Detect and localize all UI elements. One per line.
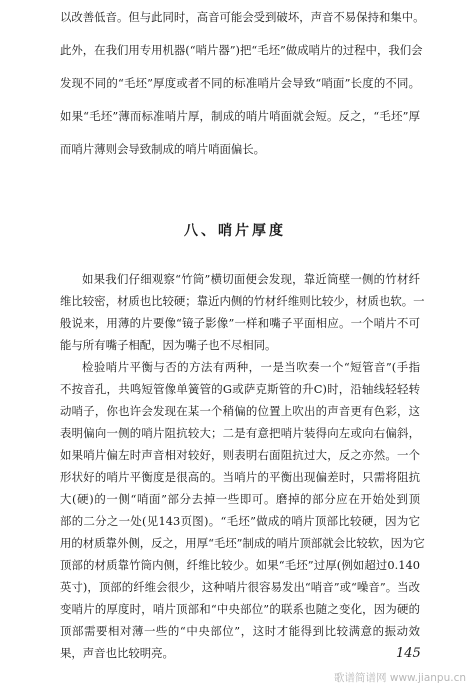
text-line: 用的材质靠外侧，反之，用厚“毛坯”制成的哨片顶部就会比较软，因为它: [60, 536, 425, 550]
page-number: 145: [396, 646, 421, 661]
text-line: 如果我们仔细观察“竹筒”横切面便会发现，靠近筒壁一侧的竹材纤: [82, 272, 420, 286]
text-line: 顶部需要相对薄一些的“中央部位”，这时才能得到比较满意的振动效: [60, 624, 420, 638]
text-line: 维比较密，材质也比较硬；靠近内侧的竹材纤维则比较少，材质也软。一: [60, 294, 425, 308]
text-line: 如果“毛坯”薄而标准哨片厚，制成的哨片哨面就会短。反之，“毛坯”厚: [60, 109, 420, 123]
text-line: 变哨片的厚度时，哨片顶部和“中央部位”的联系也随之变化，因为硬的: [60, 602, 420, 616]
text-line: 动哨子，你也许会发现在某一个稍偏的位置上吹出的声音更有色彩，这: [60, 404, 420, 418]
text-line: 顶部的材质靠竹筒内侧，纤维比较少。如果“毛坯”过厚(例如超过0.140: [60, 558, 420, 572]
text-line: 此外，在我们用专用机器(“哨片器”)把“毛坯”做成哨片的过程中，我们会: [60, 43, 423, 57]
text-line: 部的二分之一处(见143页图)。“毛坯”做成的哨片顶部比较硬，因为它: [60, 514, 420, 528]
text-line: 以改善低音。但与此同时，高音可能会受到破坏，声音不易保持和集中。: [60, 10, 425, 24]
text-line: 如果哨片偏左时声音相对较好，则表明右面阻抗过大，反之亦然。一个: [60, 448, 420, 462]
text-line: 形状好的哨片平衡度是很高的。当哨片的平衡出现偏差时，只需将阻抗: [60, 470, 420, 484]
text-line: 不按音孔，共鸣短管像单簧管的G或萨克斯管的升C)时，沿轴线轻轻转: [60, 382, 420, 396]
text-line: 而哨片薄则会导致制成的哨片哨面偏长。: [60, 142, 266, 156]
text-line: 检验哨片平衡与否的方法有两种，一是当吹奏一个“短管音”(手指: [82, 360, 420, 374]
text-line: 大(硬)的一侧“哨面”部分去掉一些即可。磨掉的部分应在开始处到顶: [60, 492, 420, 506]
watermark: 歌谱简谱网 www.jianpu.cn: [334, 672, 466, 684]
text-line: 般说来，用薄的片要像“镜子影像”一样和嘴子平面相应。一个哨片不可: [60, 316, 420, 330]
text-line: 能与所有嘴子相配，因为嘴子也不尽相同。: [60, 338, 277, 352]
text-line: 果，声音也比较明亮。: [60, 646, 174, 660]
text-line: 发现不同的“毛坯”厚度或者不同的标准哨片会导致“哨面”长度的不同。: [60, 76, 420, 90]
text-line: 英寸)，顶部的纤维会很少，这种哨片很容易发出“哨音”或“噪音”。当改: [60, 580, 420, 594]
section-heading: 八、哨片厚度: [184, 223, 286, 239]
text-line: 表明偏向一侧的哨片阻抗较大；二是有意把哨片装得向左或向右偏斜，: [60, 426, 420, 440]
